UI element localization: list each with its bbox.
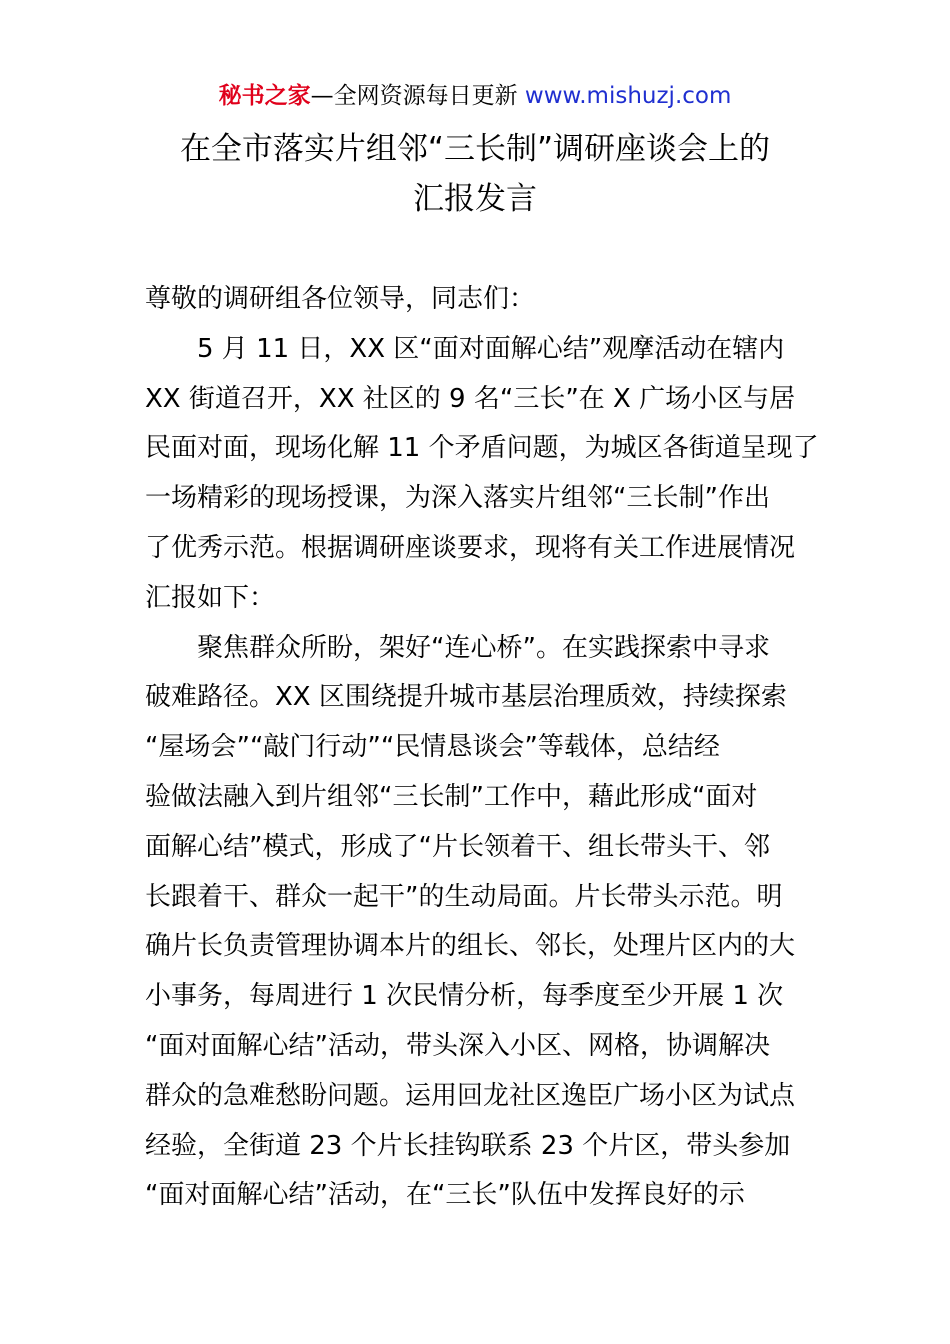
paragraph-line: “面对面解心结”活动，在“三长”队伍中发挥良好的示 [145, 1180, 745, 1211]
paragraph-line: 一场精彩的现场授课，为深入落实片组邻“三长制”作出 [145, 483, 770, 514]
banner-slogan: —全网资源每日更新 [310, 83, 525, 109]
paragraph-line: 小事务，每周进行 1 次民情分析，每季度至少开展 1 次 [145, 981, 784, 1012]
paragraph-line: 经验，全街道 23 个片长挂钩联系 23 个片区，带头参加 [145, 1130, 791, 1161]
paragraph-line: 面解心结”模式，形成了“片长领着干、组长带头干、邻 [145, 831, 770, 862]
site-banner [0, 78, 950, 114]
salutation: 尊敬的调研组各位领导，同志们： [145, 284, 536, 314]
paragraph-line: 了优秀示范。根据调研座谈要求，现将有关工作进展情况 [145, 532, 796, 563]
site-url-link[interactable]: www.mishuzj.com [524, 83, 732, 109]
document-title [0, 124, 950, 224]
paragraph-line: “屋场会”“敲门行动”“民情恳谈会”等载体，总结经 [145, 732, 720, 763]
paragraph-line: 汇报如下： [145, 582, 276, 613]
paragraph-line: 聚焦群众所盼，架好“连心桥”。在实践探索中寻求 [197, 632, 770, 663]
brand-name: 秘书之家 [218, 83, 311, 109]
paragraph-line: XX 街道召开，XX 社区的 9 名“三长”在 X 广场小区与居 [145, 383, 796, 414]
title-line: 汇报发言 [413, 181, 537, 217]
paragraph-line: “面对面解心结”活动，带头深入小区、网格，协调解决 [145, 1030, 770, 1061]
paragraph-line: 民面对面，现场化解 11 个矛盾问题，为城区各街道呈现了 [145, 433, 819, 464]
paragraph-line: 验做法融入到片组邻“三长制”工作中，藉此形成“面对 [145, 781, 758, 812]
paragraph-line: 5 月 11 日，XX 区“面对面解心结”观摩活动在辖内 [197, 333, 785, 364]
paragraph-line: 破难路径。XX 区围绕提升城市基层治理质效，持续探索 [145, 682, 787, 713]
title-line: 在全市落实片组邻“三长制”调研座谈会上的 [179, 131, 771, 167]
paragraph-line: 确片长负责管理协调本片的组长、邻长，处理片区内的大 [145, 931, 796, 962]
document-body [145, 275, 819, 1221]
paragraph-line: 群众的急难愁盼问题。运用回龙社区逸臣广场小区为试点 [145, 1080, 796, 1111]
paragraph-line: 长跟着干、群众一起干”的生动局面。片长带头示范。明 [145, 881, 783, 912]
